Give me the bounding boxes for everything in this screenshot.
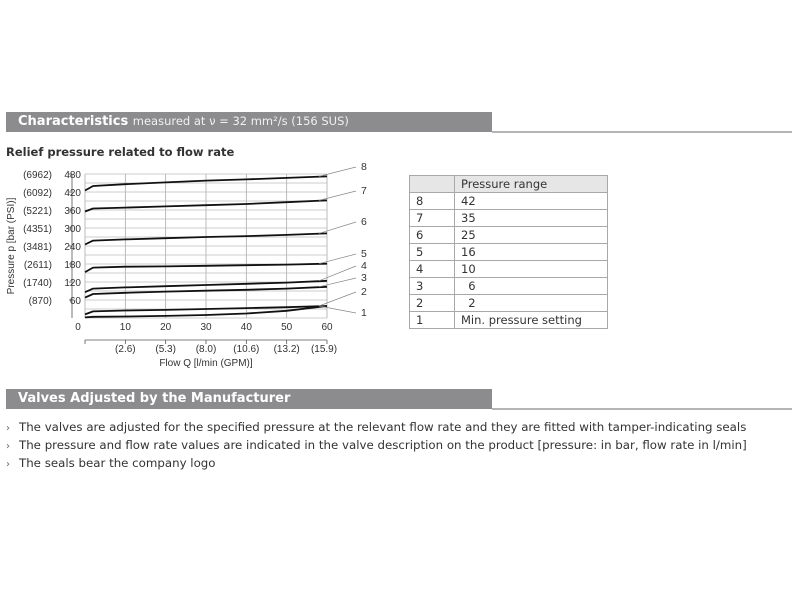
chevron-right-icon: › <box>6 459 10 470</box>
section-title-subtitle: measured at ν = 32 mm²/s (156 SUS) <box>132 114 349 128</box>
x-axis-label: Flow Q [l/min (GPM)] <box>159 358 253 369</box>
pressure-range-cell: 25 <box>455 227 608 244</box>
x-tick-label: 30 <box>200 322 212 333</box>
leader-line <box>319 278 356 287</box>
table-row <box>410 244 608 261</box>
y-tick-label-psi: (2611) <box>23 260 52 271</box>
x-tick-label: 10 <box>119 322 131 333</box>
header-rule <box>492 408 792 410</box>
x-tick-label: 50 <box>281 322 293 333</box>
x-tick-label-gpm: (10.6) <box>233 344 260 355</box>
header-rule <box>492 131 792 133</box>
section-title <box>18 114 349 129</box>
y-tick-label: 360 <box>64 206 81 217</box>
chart-heading: Relief pressure related to flow rate <box>6 145 235 159</box>
y-tick-label-psi: (870) <box>28 296 52 307</box>
pressure-range-cell: 2 <box>455 295 608 312</box>
x-tick-label: 20 <box>160 322 172 333</box>
table-header-row <box>410 176 608 193</box>
pressure-range-cell: Min. pressure setting <box>455 312 608 329</box>
x-tick-label-gpm: (5.3) <box>155 344 176 355</box>
curve-label: 2 <box>361 286 367 298</box>
y-tick-label: 240 <box>64 242 81 253</box>
y-tick-label-psi: (1740) <box>23 278 52 289</box>
curve-label: 8 <box>361 161 367 173</box>
bullet-text: The seals bear the company logo <box>19 456 216 470</box>
chevron-right-icon: › <box>6 441 10 452</box>
y-tick-label: 420 <box>64 188 81 199</box>
section-title-main: Characteristics <box>18 114 129 129</box>
curve-label: 4 <box>361 260 367 272</box>
leader-line <box>319 254 356 264</box>
table-row <box>410 312 608 329</box>
curve-label: 5 <box>361 248 367 260</box>
y-tick-label-psi: (6962) <box>23 170 52 181</box>
table-row <box>410 261 608 278</box>
chevron-right-icon: › <box>6 423 10 434</box>
curve-number-cell: 8 <box>410 193 455 210</box>
y-tick-label: 180 <box>64 260 81 271</box>
curve-label: 1 <box>361 307 367 319</box>
leader-line <box>319 167 356 176</box>
curve-number-cell: 5 <box>410 244 455 261</box>
curve-label: 7 <box>361 185 367 197</box>
curve-label: 3 <box>361 272 367 284</box>
y-axis-label: Pressure p [bar (PSI)] <box>6 197 17 295</box>
y-tick-label: 300 <box>64 224 81 235</box>
curve-number-cell: 4 <box>410 261 455 278</box>
table-row <box>410 278 608 295</box>
y-tick-label-psi: (4351) <box>23 224 52 235</box>
bullet-text: The valves are adjusted for the specified pressure at the relevant flow rate and they are fitted with tamper-indicating seals <box>19 420 747 434</box>
curve-number-cell <box>410 176 455 193</box>
y-tick-label-psi: (6092) <box>23 188 52 199</box>
table-row <box>410 210 608 227</box>
bullet-item <box>6 418 747 436</box>
leader-line <box>319 266 356 281</box>
x-tick-label-gpm: (8.0) <box>195 344 217 355</box>
bullet-item <box>6 436 747 454</box>
bullet-list <box>6 418 747 472</box>
x-tick-label: 60 <box>321 322 333 333</box>
pressure-range-table <box>409 175 608 329</box>
table-row <box>410 193 608 210</box>
x-tick-label: 40 <box>240 322 252 333</box>
leader-line <box>319 191 356 200</box>
pressure-range-cell: 35 <box>455 210 608 227</box>
pressure-range-cell: 42 <box>455 193 608 210</box>
table-row <box>410 227 608 244</box>
pressure-range-cell: 16 <box>455 244 608 261</box>
section-title: Valves Adjusted by the Manufacturer <box>18 391 291 406</box>
bullet-item <box>6 454 747 472</box>
curve-number-cell: 2 <box>410 295 455 312</box>
x-tick-label-gpm: (2.6) <box>115 344 136 355</box>
bullet-text: The pressure and flow rate values are indicated in the valve description on the product [pressure: in bar, flow rate in l/min] <box>19 438 747 452</box>
y-tick-label: 480 <box>64 170 81 181</box>
y-tick-label-psi: (3481) <box>23 242 52 253</box>
curve-number-cell: 7 <box>410 210 455 227</box>
x-tick-label-gpm: (13.2) <box>273 344 300 355</box>
x-tick-label: 0 <box>75 322 81 333</box>
pressure-range-cell: 6 <box>455 278 608 295</box>
curve-number-cell: 6 <box>410 227 455 244</box>
table-row <box>410 295 608 312</box>
leader-line <box>319 292 356 306</box>
relief-pressure-chart <box>0 160 400 375</box>
pressure-range-cell: 10 <box>455 261 608 278</box>
curve-number-cell: 1 <box>410 312 455 329</box>
x-tick-label-gpm: (15.9) <box>310 344 338 355</box>
pressure-range-cell: Pressure range <box>455 176 608 193</box>
valves-adjusted-section-header <box>6 389 792 409</box>
y-tick-label: 120 <box>64 278 81 289</box>
y-tick-label-psi: (5221) <box>23 206 52 217</box>
curve-label: 6 <box>361 216 367 228</box>
y-tick-label: 60 <box>69 296 81 307</box>
characteristics-section-header <box>6 112 792 132</box>
leader-line <box>319 306 356 313</box>
curve-number-cell: 3 <box>410 278 455 295</box>
